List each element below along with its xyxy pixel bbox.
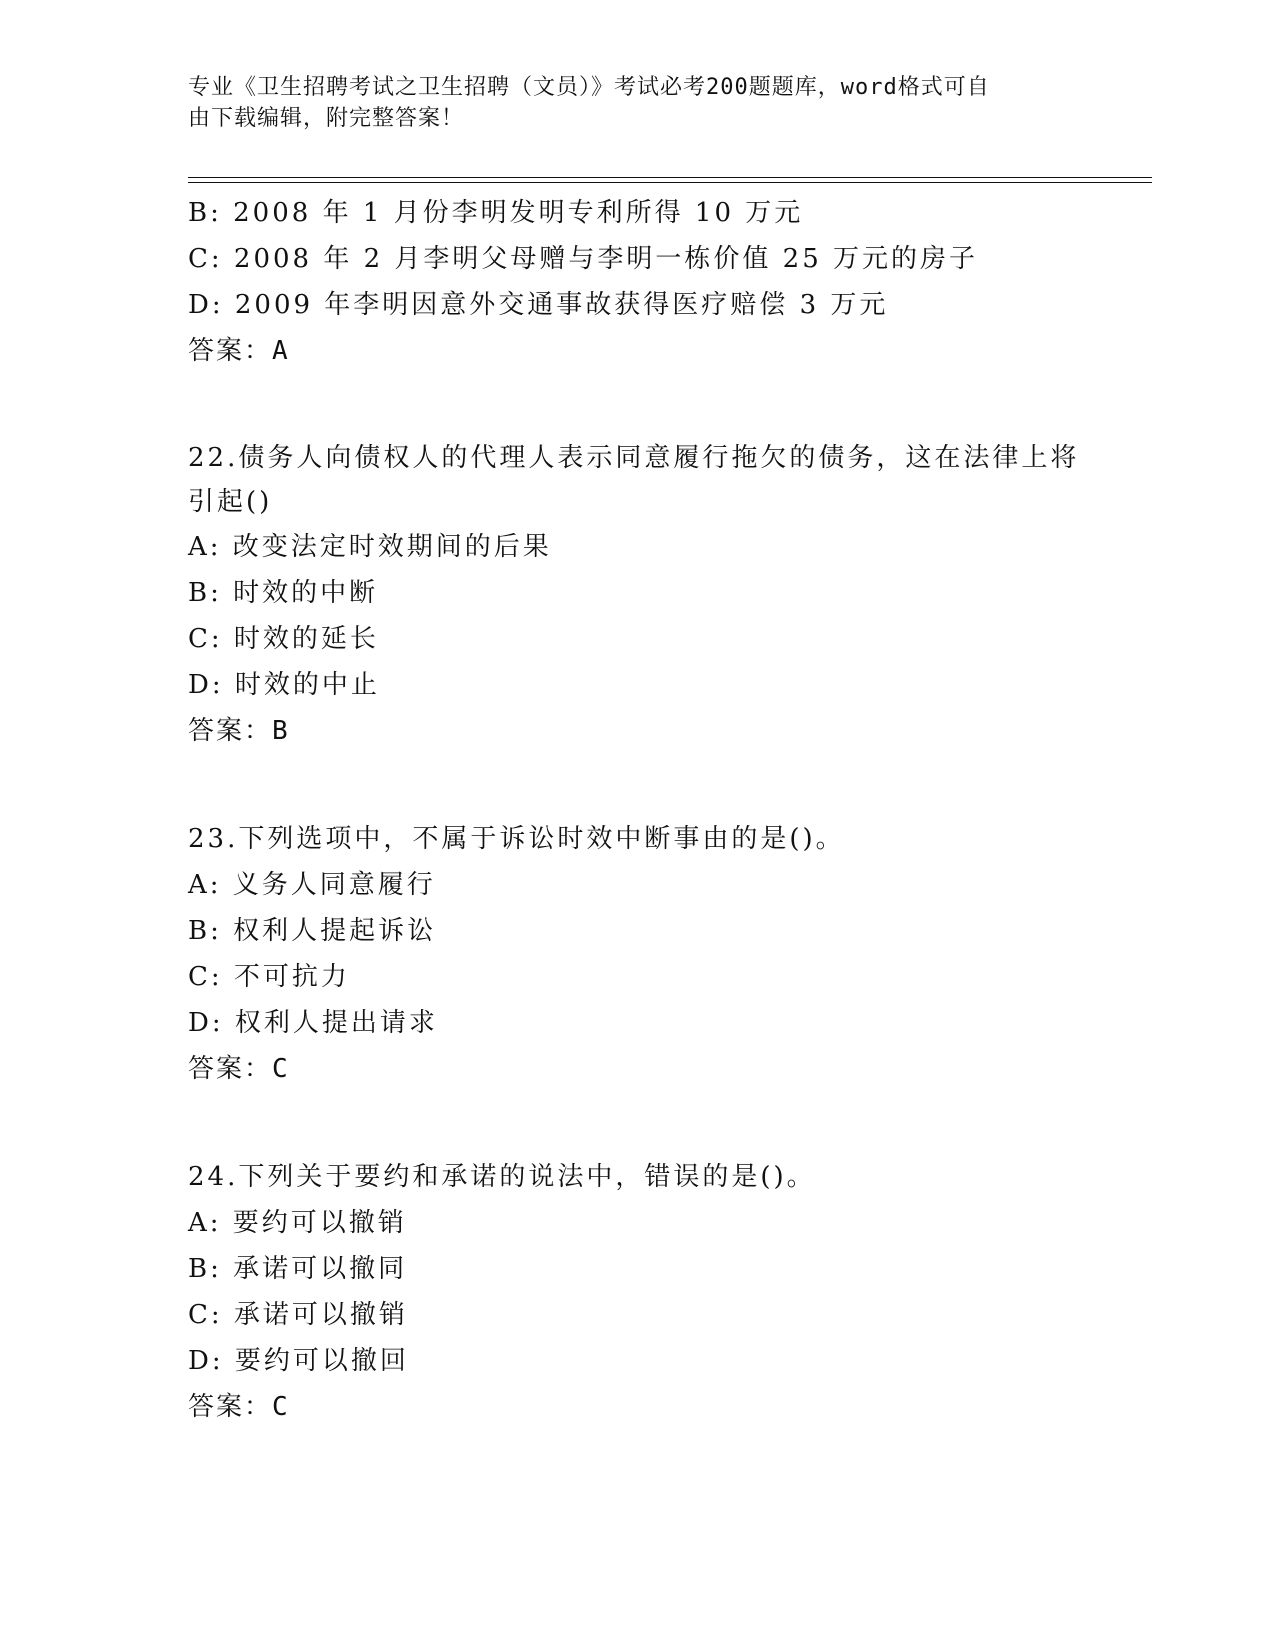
header-rule-top xyxy=(188,177,1152,178)
answer: 答案：A xyxy=(188,336,290,366)
answer: 答案：B xyxy=(188,716,290,746)
option-d: D: 时效的中止 xyxy=(188,670,380,700)
option-d: D: 权利人提出请求 xyxy=(188,1008,438,1038)
question-stem xyxy=(188,436,1128,524)
option-c: C: 不可抗力 xyxy=(188,962,350,992)
stem-line-2: 引起() xyxy=(188,487,273,517)
header-line-2: 由下载编辑，附完整答案！ xyxy=(188,106,465,131)
question-stem: 23.下列选项中，不属于诉讼时效中断事由的是()。 xyxy=(188,824,845,854)
option-b: B: 承诺可以撤同 xyxy=(188,1254,408,1284)
header-line-1: 专业《卫生招聘考试之卫生招聘（文员）》考试必考200题题库，word格式可自 xyxy=(188,75,990,100)
option-d: D: 2009 年李明因意外交通事故获得医疗赔偿 3 万元 xyxy=(188,290,889,320)
option-b: B: 时效的中断 xyxy=(188,578,379,608)
question-stem: 24.下列关于要约和承诺的说法中，错误的是()。 xyxy=(188,1162,816,1192)
option-a: A: 义务人同意履行 xyxy=(188,870,436,900)
option-c: C: 2008 年 2 月李明父母赠与李明一栋价值 25 万元的房子 xyxy=(188,244,979,274)
option-c: C: 时效的延长 xyxy=(188,624,379,654)
option-b: B: 权利人提起诉讼 xyxy=(188,916,437,946)
option-b: B: 2008 年 1 月份李明发明专利所得 10 万元 xyxy=(188,198,804,228)
stem-line-1: 22.债务人向债权人的代理人表示同意履行拖欠的债务，这在法律上将 xyxy=(188,443,1080,473)
answer: 答案：C xyxy=(188,1392,290,1422)
answer: 答案：C xyxy=(188,1054,290,1084)
question-23 xyxy=(188,816,1128,1092)
option-a: A: 要约可以撤销 xyxy=(188,1208,407,1238)
document-header xyxy=(188,72,1068,134)
question-list xyxy=(188,190,1128,1430)
question-21 xyxy=(188,190,1128,374)
option-c: C: 承诺可以撤销 xyxy=(188,1300,408,1330)
option-d: D: 要约可以撤回 xyxy=(188,1346,409,1376)
header-rule-bottom xyxy=(188,182,1152,183)
option-a: A: 改变法定时效期间的后果 xyxy=(188,532,552,562)
question-24 xyxy=(188,1154,1128,1430)
question-22 xyxy=(188,436,1128,754)
